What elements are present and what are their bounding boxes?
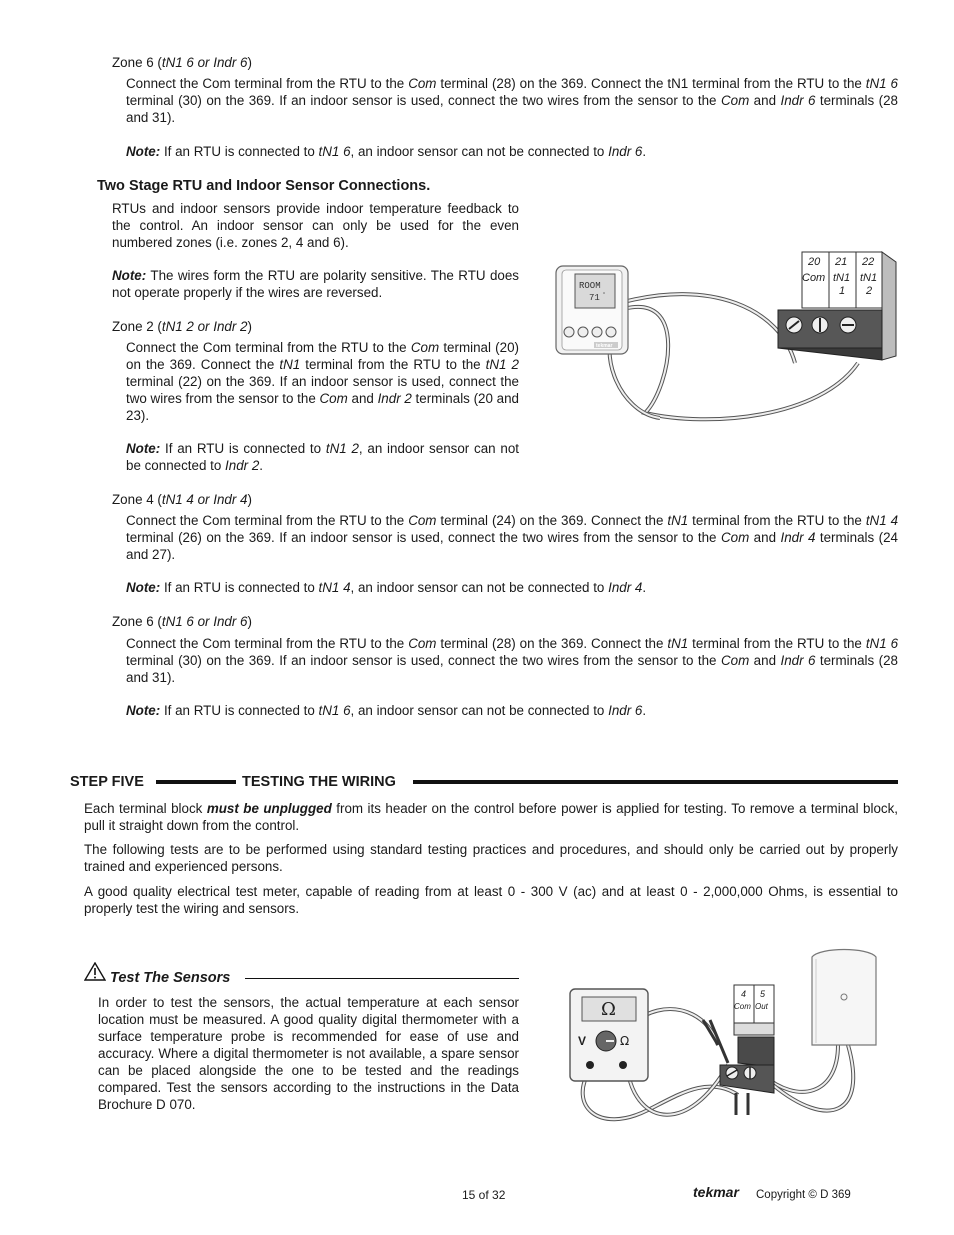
page-number: 15 of 32 xyxy=(462,1188,506,1202)
tekmar-logo: tekmar xyxy=(693,1184,739,1200)
terminal-22-label: tN1 xyxy=(860,272,878,284)
zone2-note: Note: If an RTU is connected to tN1 2, an indoor sensor can not be connected to Indr 2. xyxy=(126,441,519,473)
meter-sensor-figure xyxy=(568,945,898,1145)
standard-practices-paragraph: The following tests are to be performed using standard testing practices and procedures, and should only be carried out by properly trained and experienced persons. xyxy=(84,842,898,874)
terminal-5-label: Out xyxy=(755,1002,768,1011)
rtu-button xyxy=(564,327,574,337)
rtu-device xyxy=(556,266,628,354)
zone4-title: Zone 4 (tN1 4 or Indr 4) xyxy=(112,492,252,507)
step-rule-short xyxy=(156,780,236,784)
indoor-sensor xyxy=(812,950,876,1046)
step-rule-long xyxy=(413,780,898,784)
terminal-21-label: tN1 xyxy=(833,272,851,284)
meter-volts-label: V xyxy=(578,1034,587,1048)
terminal-4-label: Com xyxy=(734,1002,751,1011)
terminal-20-label: Com xyxy=(802,272,826,284)
test-sensors-rule xyxy=(245,978,519,979)
zone6-paragraph-top: Connect the Com terminal from the RTU to the Com terminal (28) on the 369. Connect the tN1 terminal from the RTU to the tN1 6 terminal (30) on the 369. If an indoor sensor is used, connect the two wires from the sensor to the Com and Indr 6 terminals (28 and 31). xyxy=(126,76,898,125)
terminal-block-4-5 xyxy=(720,985,774,1115)
terminal-4-num: 4 xyxy=(741,989,747,999)
warning-icon xyxy=(84,962,106,981)
zone6-note-top: Note: If an RTU is connected to tN1 6, an indoor sensor can not be connected to Indr 6. xyxy=(126,144,647,159)
zone4-paragraph: Connect the Com terminal from the RTU to the Com terminal (24) on the 369. Connect the tN1 terminal from the RTU to the tN1 4 terminal (26) on the 369. If an indoor sensor is used, connect the two wires from the sensor to the Com and Indr 4 terminals (24 and 27). xyxy=(126,513,899,562)
test-meter xyxy=(570,989,648,1081)
terminal-22-num: 22 xyxy=(862,256,875,268)
rtu-button xyxy=(592,327,602,337)
step-five-label: STEP FIVE xyxy=(70,774,144,790)
zone2-paragraph: Connect the Com terminal from the RTU to the Com terminal (20) on the 369. Connect the tN1 terminal from the RTU to the tN1 2 terminal (22) on the 369. If an indoor sensor is used, connect the two wires from the sensor to the Com and Indr 2 terminals (20 and 23). xyxy=(126,340,520,423)
rtu-wiring-figure xyxy=(550,248,900,424)
unplug-paragraph: Each terminal block must be unplugged from its header on the control before power is applied for testing. To remove a terminal block, pull it straight down from the control. xyxy=(84,801,898,833)
step-five-title: TESTING THE WIRING xyxy=(242,774,396,790)
rtu-display-value: 71 xyxy=(589,293,600,303)
zone6-title-top: Zone 6 (tN1 6 or Indr 6) xyxy=(112,55,252,70)
rtu-button xyxy=(606,327,616,337)
zone6-paragraph: Connect the Com terminal from the RTU to the Com terminal (28) on the 369. Connect the tN1 terminal from the RTU to the tN1 6 terminal (30) on the 369. If an indoor sensor is used, connect the two wires from the sensor to the Com and Indr 6 terminals (28 and 31). xyxy=(126,636,899,685)
test-sensors-title: Test The Sensors xyxy=(110,970,231,986)
test-meter-paragraph: A good quality electrical test meter, capable of reading from at least 0 - 300 V (ac) and at least 0 - 2,000,000 Ohms, is essential to properly test the wiring and sensors. xyxy=(84,884,898,916)
terminal-5-num: 5 xyxy=(760,989,766,999)
terminal-block-20-22 xyxy=(778,252,896,360)
rtu-brand: tekmar xyxy=(596,343,613,349)
two-stage-intro: RTUs and indoor sensors provide indoor temperature feedback to the control. An indoor sensor can only be used for the even numbered zones (i.e. zones 2, 4 and 6). xyxy=(112,201,519,250)
meter-display-omega: Ω xyxy=(601,999,616,1020)
meter-ohms-label: Ω xyxy=(620,1034,630,1048)
rtu-display-unit: ° xyxy=(603,292,605,298)
terminal-21-num: 21 xyxy=(835,256,848,268)
rtu-button xyxy=(578,327,588,337)
polarity-note: Note: The wires form the RTU are polarity sensitive. The RTU does not operate properly if the wires are reversed. xyxy=(112,268,519,300)
zone4-note: Note: If an RTU is connected to tN1 4, an indoor sensor can not be connected to Indr 4. xyxy=(126,580,647,595)
terminal-20-num: 20 xyxy=(808,256,821,268)
terminal-21-sub: 1 xyxy=(839,285,846,297)
terminal-22-sub: 2 xyxy=(866,285,873,297)
zone6-note: Note: If an RTU is connected to tN1 6, an indoor sensor can not be connected to Indr 6. xyxy=(126,703,647,718)
copyright: Copyright © D 369 xyxy=(756,1189,851,1201)
test-sensors-body: In order to test the sensors, the actual temperature at each sensor location must be measured. A good quality digital thermometer with a surface temperature probe is recommended for ease of use and accuracy. Where a digital thermometer is not available, a spare sensor can be placed alongside the one to be tested and the readings compared. Test the sensors according to the instructions in the Data Brochure D 070. xyxy=(98,995,519,1112)
zone6-title: Zone 6 (tN1 6 or Indr 6) xyxy=(112,614,252,629)
two-stage-heading: Two Stage RTU and Indoor Sensor Connections. xyxy=(97,178,431,194)
zone2-title: Zone 2 (tN1 2 or Indr 2) xyxy=(112,319,252,334)
rtu-display-text: ROOM xyxy=(579,281,601,291)
